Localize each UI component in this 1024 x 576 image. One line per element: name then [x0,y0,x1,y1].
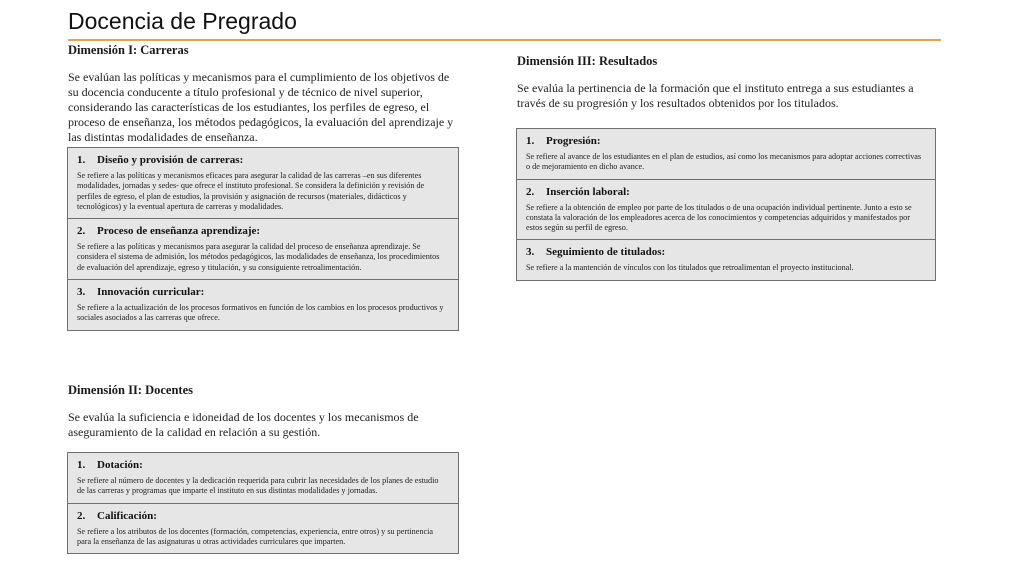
item-title: Calificación: [97,509,157,522]
dimension-3-intro: Se evalúa la pertinencia de la formación que el instituto entrega a sus estudiantes a través de su progresión y los resultados obtenidos por los titulados. [517,81,914,110]
dimension-3-table [516,128,936,281]
item-title: Inserción laboral: [546,185,630,198]
dimension-3-item [517,180,935,241]
title-divider [68,39,941,41]
item-number: 2. [526,185,535,198]
item-number: 2. [77,509,86,522]
dimension-3-item [517,129,935,180]
dimension-1-intro: Se evalúan las políticas y mecanismos para el cumplimiento de los objetivos de su docencia conducente a título profesional y de técnico de nivel superior, considerando las características de los estudiantes, los perfiles de egreso, el proceso de enseñanza, los métodos pedagógicos, la evaluación del aprendizaje y las distintas modalidades de enseñanza. [68,70,454,144]
dimension-1-table [67,147,459,331]
item-description: Se refiere a la actualización de los procesos formativos en función de los cambios en los procesos productivos y sociales asociados a las carreras que ofrece. [77,303,444,323]
dimension-3-heading: Dimensión III: Resultados [517,54,658,68]
item-title: Innovación curricular: [97,286,205,299]
item-title: Seguimiento de titulados: [546,246,666,259]
item-description: Se refiere a los atributos de los docentes (formación, competencias, experiencia, entre otros) y su pertinencia para la enseñanza de las asignaturas u otras actividades curriculares que imparten. [77,526,434,546]
item-title: Proceso de enseñanza aprendizaje: [97,225,261,238]
item-number: 1. [526,135,535,147]
slide-title: Docencia de Pregrado [68,8,297,34]
item-description: Se refiere a la mantención de vínculos con los titulados que retroalimentan el proyecto institucional. [526,263,854,273]
item-description: Se refiere a las políticas y mecanismos para asegurar la calidad del proceso de enseñanza aprendizaje. Se considera el sistema de admisión, los métodos pedagógicos, las modalidades de enseñanza, los procedimientos de evaluación del aprendizaje, egreso y titulación, y su consiguiente retroalimentación. [77,242,440,272]
item-description: Se refiere a las políticas y mecanismos eficaces para asegurar la calidad de las carreras –en sus diferentes modalidades, jornadas y sedes- que ofrece el instituto profesional. Se considera la definición y revisión de perfiles de egreso, el plan de estudios, la provisión y asignación de recursos (materiales, didácticos y tecnológicos) y la eventual apertura de carreras y modalidades. [77,171,425,211]
dimension-3-section [517,54,937,111]
dimension-2-item [68,504,458,554]
dimension-2-heading: Dimensión II: Docentes [68,383,193,397]
item-title: Diseño y provisión de carreras: [97,154,244,166]
dimension-2-section [68,383,460,440]
item-number: 3. [77,286,86,299]
item-number: 1. [77,459,86,471]
item-description: Se refiere al avance de los estudiantes en el plan de estudios, así como los mecanismos para adoptar acciones correctivas o de mejoramiento en dicho avance. [526,152,922,172]
item-number: 1. [77,154,86,166]
item-number: 2. [77,225,86,238]
dimension-2-table [67,452,459,554]
dimension-1-item [68,280,458,330]
item-title: Dotación: [97,459,143,471]
dimension-1-heading: Dimensión I: Carreras [68,43,189,57]
item-description: Se refiere a la obtención de empleo por parte de los titulados o de una ocupación individual pertinente. Junto a esto se constata la valoración de los empleadores acerca de los conocimientos y competencias adquiridos y manifestados por estos según su perfil de egreso. [526,202,912,233]
item-title: Progresión: [546,135,601,147]
item-number: 3. [526,246,535,259]
dimension-2-intro: Se evalúa la suficiencia e idoneidad de los docentes y los mecanismos de aseguramiento de la calidad en relación a su gestión. [68,410,419,439]
dimension-1-item [68,219,458,280]
dimension-2-item [68,453,458,504]
item-description: Se refiere al número de docentes y la dedicación requerida para cubrir las necesidades de los planes de estudio de las carreras y programas que imparte el instituto en sus distintas modalidades y jornadas. [77,476,439,496]
dimension-1-item [68,148,458,219]
dimension-3-item [517,240,935,279]
dimension-1-section [68,43,460,145]
